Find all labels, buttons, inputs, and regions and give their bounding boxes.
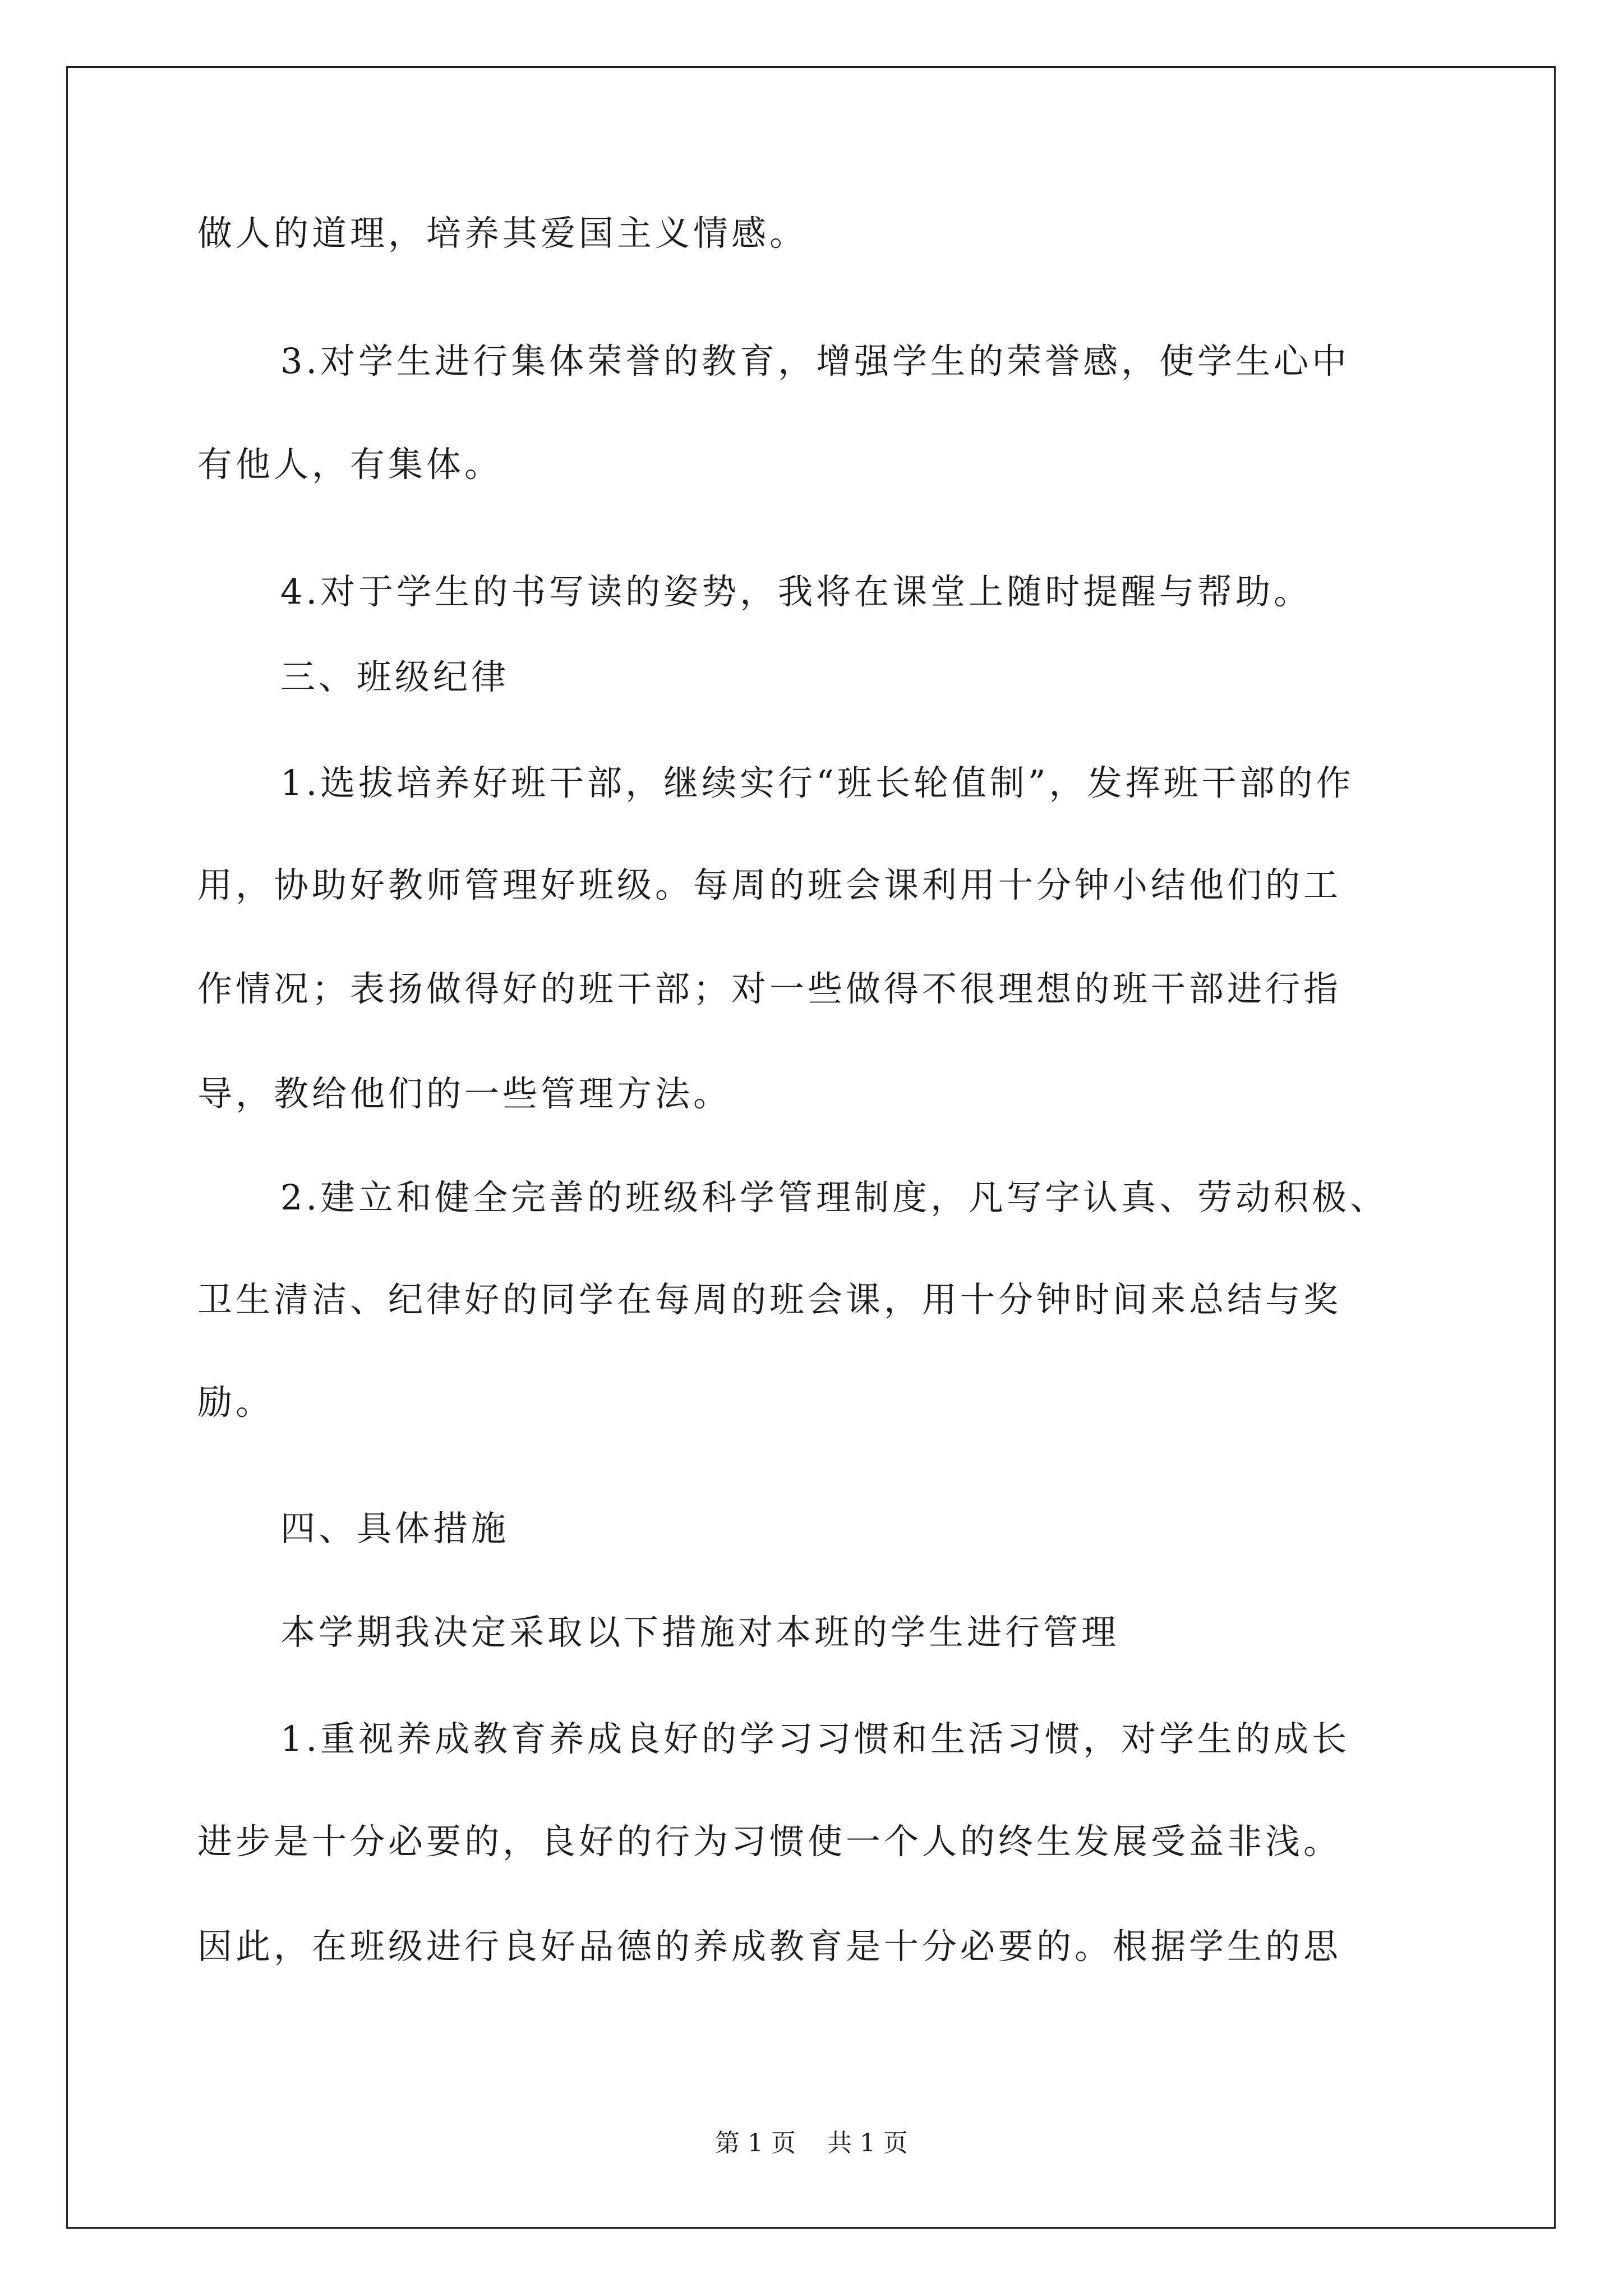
text-line: 导，教给他们的一些管理方法。 — [197, 1073, 732, 1114]
text-line: 做人的道理，培养其爱国主义情感。 — [197, 213, 808, 254]
page-number-footer: 第 1 页 共 1 页 — [715, 2129, 908, 2157]
text-line: 励。 — [197, 1382, 274, 1423]
text-line: 作情况；表扬做得好的班干部；对一些做得不很理想的班干部进行指 — [197, 968, 1342, 1009]
text-line: 1.重视养成教育养成良好的学习习惯和生活习惯，对学生的成长 — [280, 1718, 1350, 1759]
text-line: 3.对学生进行集体荣誉的教育，增强学生的荣誉感，使学生心中 — [280, 341, 1350, 381]
text-line: 卫生清洁、纪律好的同学在每周的班会课，用十分钟时间来总结与奖 — [197, 1279, 1342, 1320]
text-line: 本学期我决定采取以下措施对本班的学生进行管理 — [280, 1612, 1120, 1653]
text-line: 4.对于学生的书写读的姿势，我将在课堂上随时提醒与帮助。 — [280, 571, 1312, 612]
text-line: 进步是十分必要的，良好的行为习惯使一个人的终生发展受益非浅。 — [197, 1821, 1342, 1862]
text-line: 1.选拔培养好班干部，继续实行“班长轮值制”，发挥班干部的作 — [280, 762, 1354, 803]
section-heading: 三、班级纪律 — [280, 656, 510, 697]
text-line: 2.建立和健全完善的班级科学管理制度，凡写字认真、劳动积极、 — [280, 1177, 1389, 1218]
page-border — [66, 66, 1556, 2229]
text-line: 有他人，有集体。 — [197, 444, 503, 485]
text-line: 因此，在班级进行良好品德的养成教育是十分必要的。根据学生的思 — [197, 1926, 1342, 1967]
text-line: 用，协助好教师管理好班级。每周的班会课利用十分钟小结他们的工 — [197, 864, 1342, 905]
section-heading: 四、具体措施 — [280, 1508, 510, 1549]
